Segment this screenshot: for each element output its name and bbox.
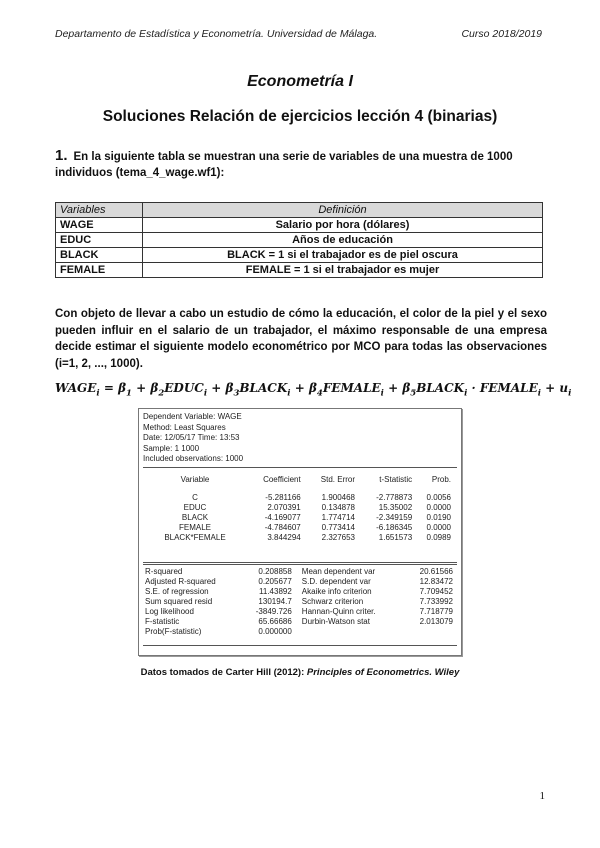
eq-beta: β — [308, 381, 317, 395]
eq-op: + — [540, 381, 560, 395]
stat-label: F-statistic — [145, 617, 180, 626]
variables-table-header — [56, 203, 543, 218]
table-row — [145, 607, 453, 617]
page-header-department: Departamento de Estadística y Econometría. Universidad de Málaga. — [55, 28, 378, 40]
divider — [143, 564, 457, 565]
eviews-output — [138, 408, 462, 656]
stat-value: 12.83472 — [419, 577, 453, 586]
coef-value: -5.281166 — [265, 493, 301, 502]
eviews-meta-line: Sample: 1 1000 — [143, 443, 200, 453]
eq-op: · — [467, 381, 480, 395]
stat-label: S.D. dependent var — [301, 577, 371, 586]
eq-sub: i — [464, 388, 468, 399]
table-row — [145, 627, 453, 637]
stat-label: Log likelihood — [145, 607, 194, 616]
coef-tstat: 15.35002 — [378, 503, 413, 512]
coef-stderr: 1.900468 — [321, 493, 356, 502]
eq-beta: β — [225, 381, 234, 395]
eq-sub: 4 — [316, 388, 323, 399]
eviews-meta-line: Included observations: 1000 — [143, 454, 244, 463]
table-row — [56, 248, 543, 263]
divider — [143, 645, 457, 646]
table-row — [145, 597, 453, 607]
variable-definition: Salario por hora (dólares) — [143, 218, 543, 233]
divider — [143, 562, 457, 563]
eq-term: FEMALE — [479, 381, 538, 395]
eq-sub: i — [568, 388, 572, 399]
variable-definition: BLACK = 1 si el trabajador es de piel oscura — [143, 248, 543, 263]
summary-statistics-table — [145, 567, 453, 637]
caption-book: Principles of Econometrics. Wiley — [306, 667, 460, 678]
eq-op: + — [383, 381, 403, 395]
page-header-course: Curso 2018/2019 — [461, 28, 542, 40]
stat-value: 65.66686 — [258, 617, 292, 626]
eq-beta: β — [118, 381, 127, 395]
document-subtitle: Soluciones Relación de ejercicios lección 4 (binarias) — [102, 108, 498, 125]
stat-label: Schwarz criterion — [301, 597, 364, 606]
coef-tstat: 1.651573 — [378, 533, 413, 542]
eq-sub: 5 — [410, 388, 417, 399]
page-number: 1 — [539, 790, 545, 802]
coef-value: -4.784607 — [264, 523, 301, 532]
column-header-variables: Variables — [56, 203, 143, 218]
eq-op: + — [131, 381, 151, 395]
stat-label: S.E. of regression — [145, 587, 209, 596]
coef-value: 2.070391 — [267, 503, 301, 512]
eq-term: WAGE — [55, 381, 97, 395]
coef-variable: BLACK — [181, 513, 209, 522]
eq-sub: i — [537, 388, 541, 399]
eq-sub: 1 — [126, 388, 132, 399]
eq-term: u — [559, 381, 569, 395]
stat-value: 130194.7 — [258, 597, 292, 606]
coef-header: Std. Error — [320, 475, 356, 484]
coef-prob: 0.0989 — [426, 533, 451, 542]
variable-name: WAGE — [56, 218, 143, 233]
coef-tstat: -6.186345 — [376, 523, 413, 532]
coef-stderr: 2.327653 — [321, 533, 356, 542]
coef-variable: BLACK*FEMALE — [164, 533, 226, 542]
stat-label: Mean dependent var — [301, 567, 376, 576]
coef-variable: C — [192, 493, 198, 502]
eviews-meta — [143, 412, 243, 465]
stat-label: Hannan-Quinn criter. — [301, 607, 376, 616]
table-row — [145, 617, 453, 627]
divider — [143, 467, 457, 468]
stat-value: -3849.726 — [255, 607, 292, 616]
table-row — [56, 218, 543, 233]
regression-equation — [55, 381, 572, 399]
column-header-definition: Definición — [143, 203, 543, 218]
figure-caption — [0, 667, 600, 678]
stat-label: Sum squared resid — [145, 597, 213, 606]
coef-header: Prob. — [431, 475, 451, 484]
coef-stderr: 0.134878 — [321, 503, 356, 512]
coef-header: t-Statistic — [379, 475, 413, 484]
coef-tstat: -2.349159 — [376, 513, 413, 522]
table-row — [149, 533, 451, 543]
table-row — [56, 233, 543, 248]
body-paragraph: Con objeto de llevar a cabo un estudio de cómo la educación, el color de la piel y el sexo pueden influir en el salario de un trabajador, el máximo responsable de una empresa decide estimar el siguiente modelo econométrico por MCO para todas las observaciones (i=1, 2, ..., 1000). — [55, 308, 547, 370]
stat-value: 7.718779 — [419, 607, 453, 616]
table-row — [149, 523, 451, 533]
stat-label: Prob(F-statistic) — [145, 627, 202, 636]
eq-beta: β — [402, 381, 411, 395]
stat-label: Durbin-Watson stat — [301, 617, 370, 626]
eq-sub: i — [96, 388, 100, 399]
question-text: En la siguiente tabla se muestran una serie de variables de una muestra de 1000 individuos (tema_4_wage.wf1): — [55, 151, 513, 179]
coef-header: Variable — [180, 475, 210, 484]
table-row — [145, 577, 453, 587]
coef-stderr: 0.773414 — [321, 523, 356, 532]
eq-op: + — [290, 381, 309, 395]
eq-sub: 3 — [233, 388, 240, 399]
eq-term: BLACK — [239, 381, 288, 395]
table-row — [56, 263, 543, 278]
eq-sub: i — [380, 388, 384, 399]
table-row — [149, 503, 451, 513]
eq-sub: 2 — [158, 388, 165, 399]
coef-prob: 0.0000 — [426, 523, 451, 532]
coef-prob: 0.0056 — [426, 493, 451, 502]
coef-stderr: 1.774714 — [321, 513, 356, 522]
eq-term: BLACK — [416, 381, 465, 395]
variable-name: FEMALE — [56, 263, 143, 278]
stat-label — [292, 627, 407, 637]
coefficient-header-row — [149, 475, 451, 493]
variable-name: EDUC — [56, 233, 143, 248]
eq-op: = — [99, 381, 119, 395]
stat-value: 0.205677 — [258, 577, 292, 586]
caption-prefix: Datos tomados de Carter Hill (2012): — [140, 667, 307, 678]
coef-tstat: -2.778873 — [376, 493, 413, 502]
coef-value: 3.844294 — [267, 533, 301, 542]
coef-prob: 0.0000 — [426, 503, 451, 512]
eviews-meta-line: Date: 12/05/17 Time: 13:53 — [143, 433, 240, 442]
stat-value: 20.61566 — [419, 567, 453, 576]
eq-op: + — [207, 381, 226, 395]
table-row — [149, 513, 451, 523]
eq-beta: β — [150, 381, 159, 395]
coef-header: Coefficient — [263, 475, 301, 484]
stat-value: 7.733992 — [419, 597, 453, 606]
stat-value — [407, 627, 453, 637]
stat-value: 11.43892 — [259, 587, 292, 596]
eq-term: FEMALE — [322, 381, 381, 395]
table-row — [149, 493, 451, 503]
coef-variable: EDUC — [183, 503, 207, 512]
table-row — [145, 587, 453, 597]
stat-label: Adjusted R-squared — [145, 577, 216, 586]
stat-value: 2.013079 — [419, 617, 453, 626]
variables-table — [55, 202, 543, 278]
variable-name: BLACK — [56, 248, 143, 263]
stat-label: R-squared — [145, 567, 183, 576]
question-1 — [55, 148, 547, 181]
stat-value: 0.000000 — [258, 627, 292, 636]
table-row — [145, 567, 453, 577]
coef-value: -4.169077 — [264, 513, 301, 522]
coef-variable: FEMALE — [178, 523, 211, 532]
coef-prob: 0.0190 — [426, 513, 451, 522]
variable-definition: Años de educación — [143, 233, 543, 248]
eviews-meta-line: Dependent Variable: WAGE — [143, 412, 242, 421]
eq-term: EDUC — [164, 381, 204, 395]
stat-value: 7.709452 — [419, 587, 453, 596]
coefficient-table — [149, 475, 451, 543]
stat-label: Akaike info criterion — [301, 587, 372, 596]
stat-value: 0.208858 — [258, 567, 292, 576]
document-title: Econometría I — [247, 73, 353, 90]
eq-sub: i — [203, 388, 208, 399]
eviews-meta-line: Method: Least Squares — [143, 422, 226, 432]
eq-sub: i — [287, 388, 291, 399]
variable-definition: FEMALE = 1 si el trabajador es mujer — [143, 263, 543, 278]
question-number: 1. — [55, 147, 68, 164]
